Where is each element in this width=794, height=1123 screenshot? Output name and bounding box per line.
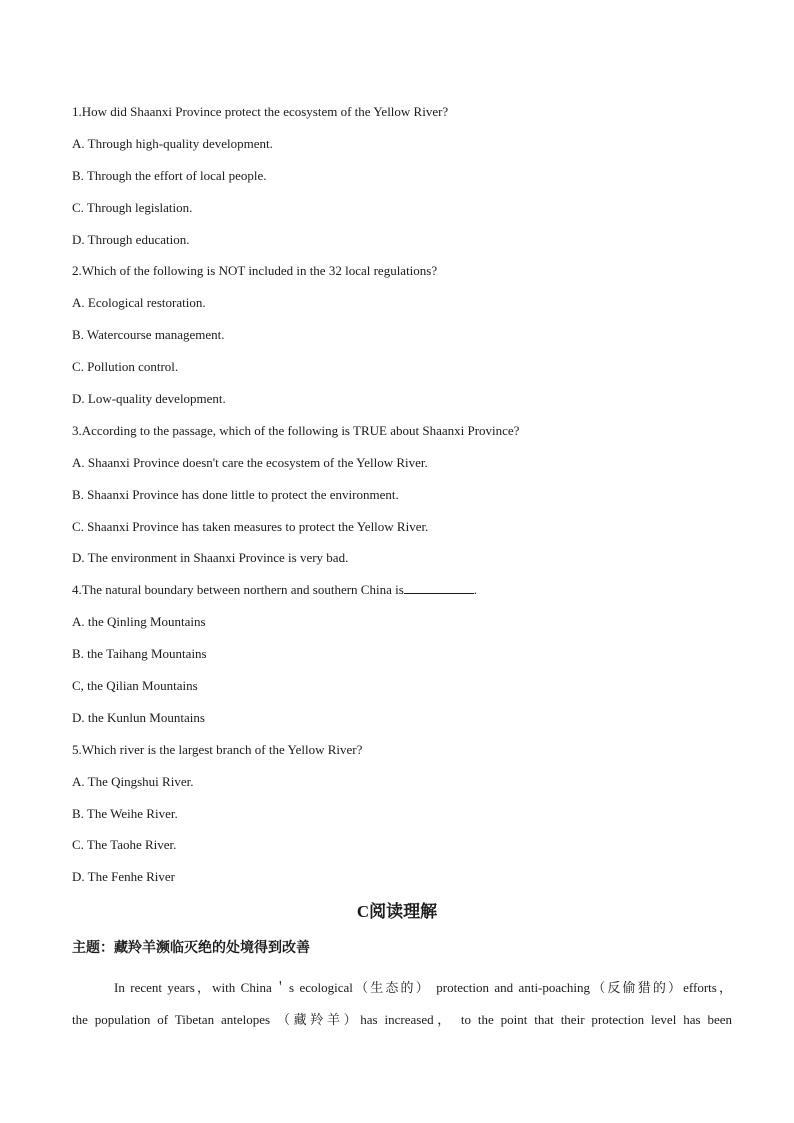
question-4-option-b: B. the Taihang Mountains [72,646,207,662]
question-5-option-b: B. The Weihe River. [72,805,178,821]
question-4-stem-end: . [473,582,478,598]
question-1-option-d: D. Through education. [72,231,190,247]
question-3-stem: 3.According to the passage, which of the following is TRUE about Shaanxi Province? [72,422,520,438]
reading-passage [72,972,732,1036]
question-3-option-c: C. Shaanxi Province has taken measures to protect the Yellow River. [72,518,429,534]
answer-blank [404,582,474,594]
question-1-option-a: A. Through high-quality development. [72,135,273,151]
question-4-stem [72,582,732,598]
question-5-option-c: C. The Taohe River. [72,837,177,853]
question-4-option-c: C, the Qilian Mountains [72,678,198,694]
question-4-option-a: A. the Qinling Mountains [72,614,206,630]
question-3-option-a: A. Shaanxi Province doesn't care the ecosystem of the Yellow River. [72,454,428,470]
passage-line-2: the population of Tibetan antelopes （藏羚羊）has increased， to the point that their protection level has been [72,1012,732,1027]
question-2-option-d: D. Low-quality development. [72,391,226,407]
question-2-stem: 2.Which of the following is NOT included in the 32 local regulations? [72,263,438,279]
question-list [72,104,732,901]
question-5-option-a: A. The Qingshui River. [72,773,194,789]
question-1-stem: 1.How did Shaanxi Province protect the ecosystem of the Yellow River? [72,104,449,119]
question-2-option-b: B. Watercourse management. [72,327,225,343]
question-4-option-d: D. the Kunlun Mountains [72,709,205,725]
question-4-stem-text: 4.The natural boundary between northern and southern China is [72,582,404,598]
question-1-option-c: C. Through legislation. [72,199,193,215]
question-2-option-c: C. Pollution control. [72,359,179,375]
section-topic: 主题：藏羚羊濒临灭绝的处境得到改善 [72,941,310,956]
passage-line-1: In recent years，with China＇s ecological（生态的） protection and anti-poaching（反偷猎的）efforts， [114,980,732,995]
question-3-option-d: D. The environment in Shaanxi Province is very bad. [72,550,349,566]
question-3-option-b: B. Shaanxi Province has done little to protect the environment. [72,486,399,502]
question-2-option-a: A. Ecological restoration. [72,295,206,311]
question-5-option-d: D. The Fenhe River [72,869,176,885]
section-title: C阅读理解 [356,902,438,921]
question-5-stem: 5.Which river is the largest branch of the Yellow River? [72,741,363,757]
question-1-option-b: B. Through the effort of local people. [72,167,267,183]
